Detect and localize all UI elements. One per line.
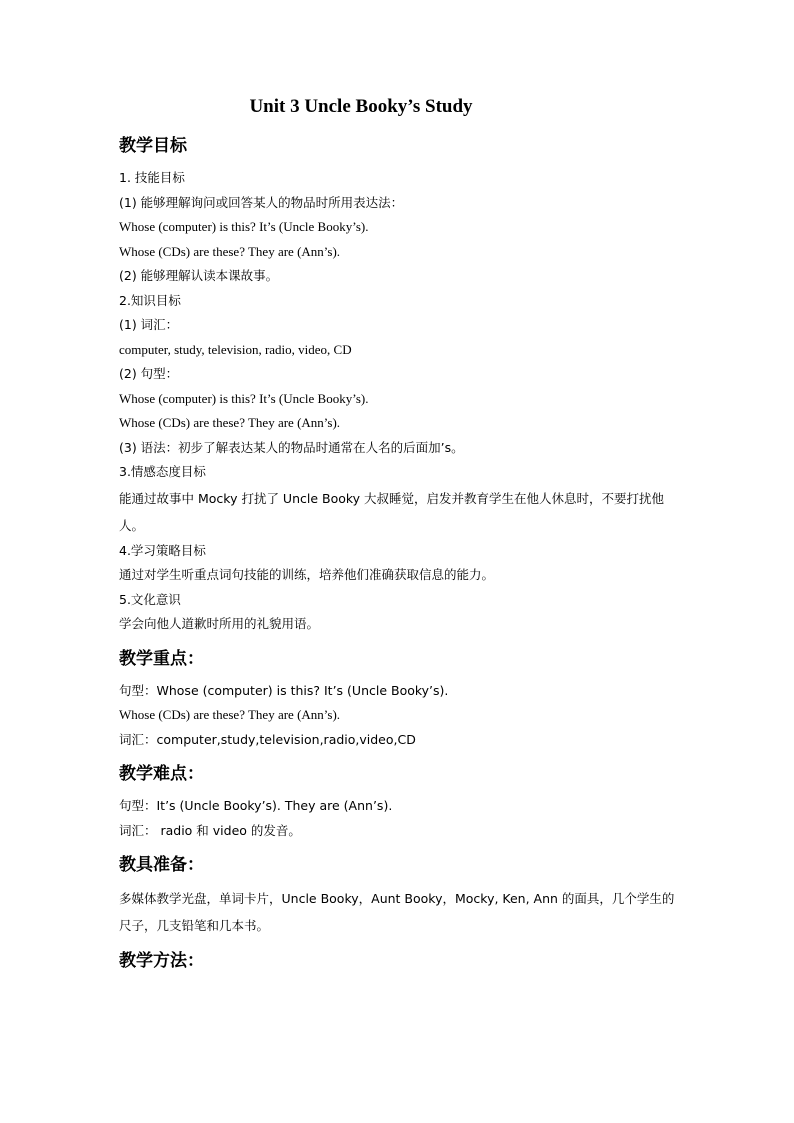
objective-sentence-label: (2) 句型： xyxy=(119,366,179,381)
materials-text: 多媒体教学光盘，单词卡片，Uncle Booky，Aunt Booky，Mocky, Ken, Ann 的面具，几个学生的尺子，几支铅笔和几本书。 xyxy=(119,891,675,933)
objective-sentence-example-1: Whose (computer) is this? It’s (Uncle Booky’s). xyxy=(119,390,369,406)
objective-culture-title: 5.文化意识 xyxy=(119,591,181,607)
objective-attitude-title: 3.情感态度目标 xyxy=(119,464,206,479)
objective-skill-item-1: (1) 能够理解询问或回答某人的物品时所用表达法： xyxy=(119,194,404,210)
section-heading-materials: 教具准备： xyxy=(119,855,204,875)
key-point-sentence-2: Whose (CDs) are these? They are (Ann’s). xyxy=(119,707,341,722)
section-heading-methods: 教学方法： xyxy=(119,951,204,971)
objective-skill-title: 1. 技能目标 xyxy=(119,170,185,185)
objective-attitude-text: 能通过故事中 Mocky 打扰了 Uncle Booky 大叔睡觉，启发并教育学生在他人休息时，不要打扰他人。 xyxy=(119,490,665,533)
section-heading-objectives: 教学目标 xyxy=(119,136,187,156)
objective-skill-example-1: Whose (computer) is this? It’s (Uncle Booky’s). xyxy=(119,219,369,234)
objective-vocab-label: (1) 词汇： xyxy=(119,317,179,332)
objective-strategy-text: 通过对学生听重点词句技能的训练，培养他们准确获取信息的能力。 xyxy=(119,567,495,582)
difficulty-vocab: 词汇： radio 和 video 的发音。 xyxy=(119,822,301,838)
document-body xyxy=(119,132,679,975)
objective-knowledge-title: 2.知识目标 xyxy=(119,292,181,308)
objective-culture-text: 学会向他人道歉时所用的礼貌用语。 xyxy=(119,616,320,631)
key-point-sentence: 句型：Whose (computer) is this? It’s (Uncle Booky’s). xyxy=(119,682,449,698)
objective-skill-example-2: Whose (CDs) are these? They are (Ann’s). xyxy=(119,243,341,259)
objective-vocab-list: computer, study, television, radio, video, CD xyxy=(119,341,352,357)
objective-sentence-example-2: Whose (CDs) are these? They are (Ann’s). xyxy=(119,415,341,430)
objective-strategy-title: 4.学习策略目标 xyxy=(119,542,206,558)
objective-grammar: (3) 语法：初步了解表达某人的物品时通常在人名的后面加’s。 xyxy=(119,439,464,455)
section-heading-difficulties: 教学难点： xyxy=(119,764,204,784)
difficulty-sentence: 句型：It’s (Uncle Booky’s). They are (Ann’s). xyxy=(119,798,393,813)
section-heading-key-points: 教学重点： xyxy=(119,648,204,669)
objective-skill-item-2: (2) 能够理解认读本课故事。 xyxy=(119,268,279,283)
key-point-vocab: 词汇：computer,study,television,radio,video,CD xyxy=(119,731,416,747)
document-title: Unit 3 Uncle Booky’s Study xyxy=(249,96,473,117)
